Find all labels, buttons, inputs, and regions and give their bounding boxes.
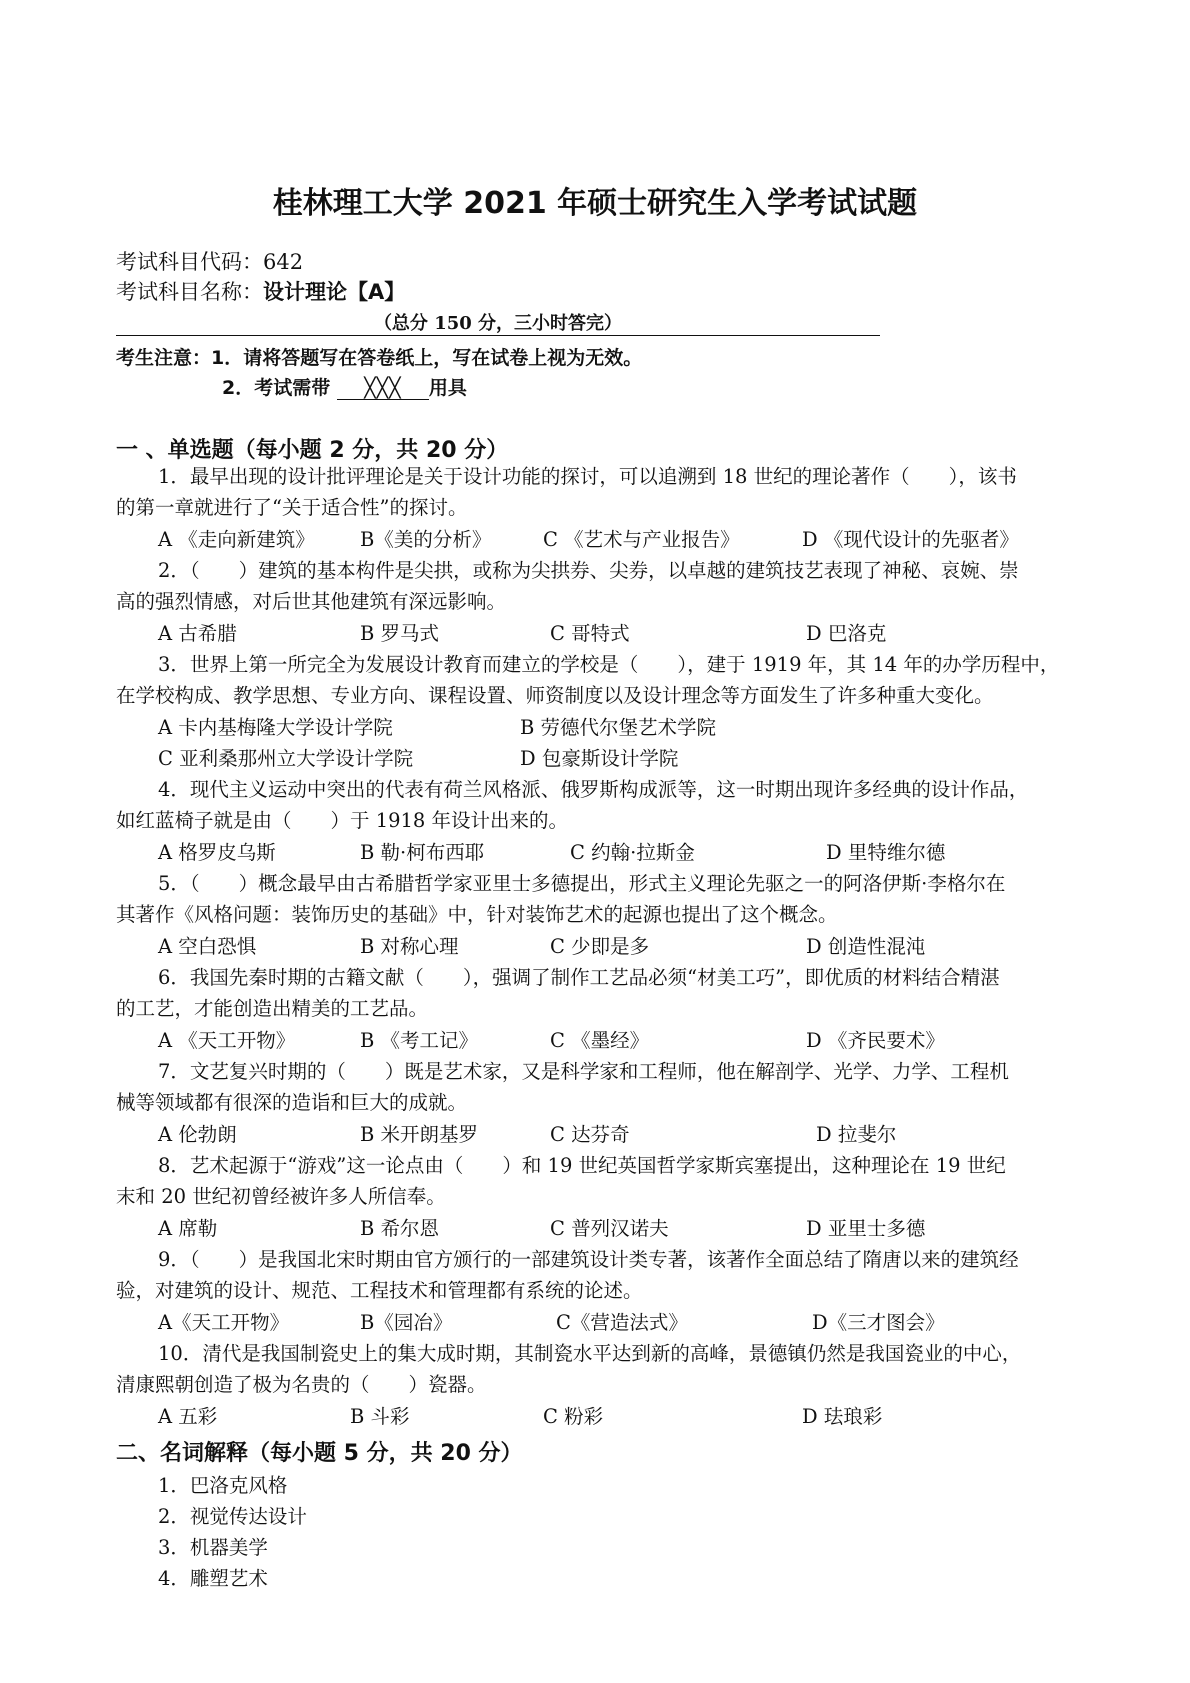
term-4: 4．雕塑艺术 [158, 1567, 268, 1590]
notice-2-prefix: 2．考试需带 [222, 377, 331, 399]
notice-line-1 [116, 343, 642, 370]
term-3: 3．机器美学 [158, 1536, 268, 1559]
options-3b: C 亚利桑那州立大学设计学院 D 包豪斯设计学院 [158, 747, 679, 770]
question-5: 5．（ ）概念最早由古希腊哲学家亚里士多德提出，形式主义理论先驱之一的阿洛伊斯·李格尔在 其著作《风格问题：装饰历史的基础》中，针对装饰艺术的起源也提出了这个概念。 [116, 872, 1006, 926]
subject-code-label: 考试科目代码： [116, 250, 263, 274]
question-8: 8．艺术起源于“游戏”这一论点由（ ）和 19 世纪英国哲学家斯宾塞提出，这种理论在 19 世纪 末和 20 世纪初曾经被许多人所信奉。 [116, 1154, 1006, 1208]
total-note: （总分 150 分，三小时答完） [373, 313, 623, 334]
options-7: A 伦勃朗 B 米开朗基罗 C 达芬奇 D 拉斐尔 [158, 1123, 897, 1146]
options-8: A 席勒 B 希尔恩 C 普列汉诺夫 D 亚里士多德 [158, 1217, 926, 1240]
term-2: 2．视觉传达设计 [158, 1505, 307, 1528]
section-2-title: 二、名词解释（每小题 5 分，共 20 分） [116, 1441, 523, 1466]
term-1: 1．巴洛克风格 [158, 1474, 288, 1497]
exam-title: 桂林理工大学 2021 年硕士研究生入学考试试题 [272, 186, 918, 221]
question-9: 9．（ ）是我国北宋时期由官方颁行的一部建筑设计类专著，该著作全面总结了隋唐以来的建筑经 验，对建筑的设计、规范、工程技术和管理都有系统的论述。 [116, 1248, 1019, 1302]
question-4: 4．现代主义运动中突出的代表有荷兰风格派、俄罗斯构成派等，这一时期出现许多经典的设计作品， 如红蓝椅子就是由（ ）于 1918 年设计出来的。 [116, 778, 1029, 832]
question-3: 3．世界上第一所完全为发展设计教育而建立的学校是（ ），建于 1919 年，其 14 年的办学历程中， 在学校构成、教学思想、专业方向、课程设置、师资制度以及设计理念等方面发生了许多种重大变化。 [116, 653, 1060, 707]
question-7: 7．文艺复兴时期的（ ）既是艺术家，又是科学家和工程师，他在解剖学、光学、力学、工程机 械等领域都有很深的造诣和巨大的成就。 [116, 1060, 1009, 1114]
question-10: 10．清代是我国制瓷史上的集大成时期，其制瓷水平达到新的高峰，景德镇仍然是我国瓷业的中心， 清康熙朝创造了极为名贵的（ ）瓷器。 [116, 1342, 1022, 1396]
section-1-title: 一 、单选题（每小题 2 分，共 20 分） [116, 438, 509, 463]
notice-label: 考生注意： [116, 347, 212, 369]
notice-2-suffix: 用具 [428, 377, 467, 399]
subject-name: 设计理论【A】 [263, 280, 406, 304]
question-2: 2．（ ）建筑的基本构件是尖拱，或称为尖拱券、尖券，以卓越的建筑技艺表现了神秘、哀婉、崇 高的强烈情感，对后世其他建筑有深远影响。 [116, 559, 1019, 613]
subject-code-line [116, 246, 303, 276]
options-9: A《天工开物》 B《园冶》 C《营造法式》 D《三才图会》 [158, 1311, 945, 1334]
options-4: A 格罗皮乌斯 B 勒·柯布西耶 C 约翰·拉斯金 D 里特维尔德 [158, 841, 946, 864]
options-5: A 空白恐惧 B 对称心理 C 少即是多 D 创造性混沌 [158, 935, 926, 958]
options-3a: A 卡内基梅隆大学设计学院 B 劳德代尔堡艺术学院 [158, 716, 717, 739]
notice-1: 1．请将答题写在答卷纸上，写在试卷上视为无效。 [211, 347, 643, 369]
notice-2-blank: ╳╳╳ [337, 377, 429, 400]
subject-name-label: 考试科目名称： [116, 280, 263, 304]
subject-name-line [116, 276, 405, 306]
options-10: A 五彩 B 斗彩 C 粉彩 D 珐琅彩 [158, 1405, 883, 1428]
question-1: 1．最早出现的设计批评理论是关于设计功能的探讨，可以追溯到 18 世纪的理论著作（ ），该书 的第一章就进行了“关于适合性”的探讨。 [116, 465, 1017, 519]
options-6: A 《天工开物》 B 《考工记》 C 《墨经》 D 《齐民要术》 [158, 1029, 945, 1052]
notice-line-2 [222, 373, 467, 400]
subject-code: 642 [263, 250, 304, 274]
question-6: 6．我国先秦时期的古籍文献（ ），强调了制作工艺品必须“材美工巧”，即优质的材料结合精湛 的工艺，才能创造出精美的工艺品。 [116, 966, 1000, 1020]
header-rule [116, 335, 880, 336]
options-2: A 古希腊 B 罗马式 C 哥特式 D 巴洛克 [158, 622, 887, 645]
options-1: A 《走向新建筑》 B《美的分析》 C 《艺术与产业报告》 D 《现代设计的先驱者》 [158, 528, 1019, 551]
